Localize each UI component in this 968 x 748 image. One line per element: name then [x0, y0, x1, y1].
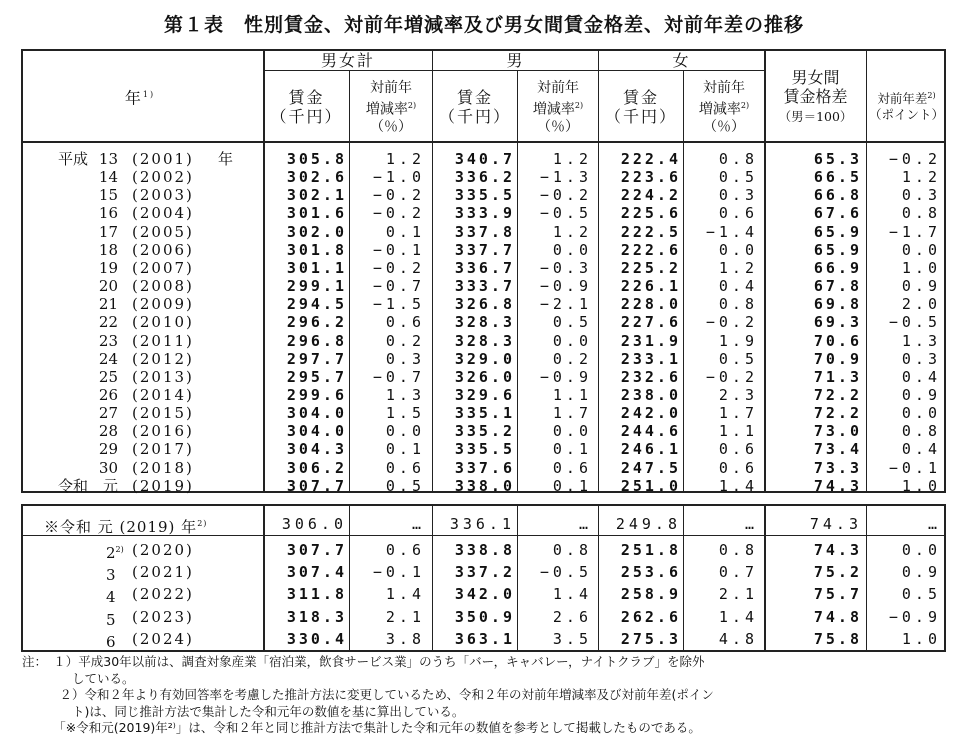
table-cell: 295.7 — [286, 367, 347, 386]
table-cell: 253.6 — [620, 563, 681, 582]
table-cell: −0.2 — [705, 367, 758, 386]
table-cell: 247.5 — [620, 458, 681, 477]
table-cell: 66.5 — [813, 168, 862, 187]
table-cell: 1.3 — [385, 385, 425, 404]
year-ad: (2005) — [132, 222, 194, 241]
table-cell: 67.8 — [813, 277, 862, 296]
table-cell: −0.2 — [888, 150, 941, 168]
table-cell: 0.6 — [385, 458, 425, 477]
year-header: 年$^{1)}$ — [124, 88, 156, 108]
table-cell: 222.5 — [620, 222, 681, 241]
year-number: 24 — [98, 349, 118, 368]
table-cell: 0.8 — [901, 422, 941, 441]
table-cell: 296.8 — [286, 331, 347, 350]
table-cell: 0.2 — [552, 349, 592, 368]
year-ad: (2016) — [132, 422, 194, 441]
table-cell: 1.7 — [552, 404, 592, 423]
table-cell: 1.2 — [552, 150, 592, 168]
table-cell: −0.2 — [372, 186, 425, 205]
table-cell: 299.6 — [286, 385, 347, 404]
table-cell: 0.4 — [901, 440, 941, 459]
table-cell: 0.5 — [552, 313, 592, 332]
table-cell: 0.8 — [718, 541, 758, 559]
table-cell: −0.7 — [372, 277, 425, 296]
table-cell: 0.4 — [901, 367, 941, 386]
era-label: 平成 — [58, 150, 89, 168]
table-cell: 0.0 — [385, 422, 425, 441]
table-cell: 335.5 — [454, 186, 515, 205]
group-female-header: 女 — [672, 51, 691, 70]
table-cell: 71.3 — [813, 367, 862, 386]
year-number: 13 — [98, 150, 118, 168]
table-cell: … — [578, 515, 592, 533]
table-cell: 246.1 — [620, 440, 681, 459]
table-cell: 305.8 — [286, 150, 347, 168]
table-cell: 301.6 — [286, 204, 347, 223]
year-ad: (2011) — [132, 331, 194, 350]
table-cell: 0.1 — [552, 440, 592, 459]
table-cell: −0.1 — [888, 458, 941, 477]
col-rule — [517, 504, 518, 652]
year-ad: (2020) — [132, 541, 194, 559]
year-ad: (2023) — [132, 607, 194, 626]
table-cell: 75.2 — [813, 563, 862, 582]
year-ad: (2022) — [132, 585, 194, 604]
table-cell: 1.2 — [552, 222, 592, 241]
table-cell: 1.5 — [385, 404, 425, 423]
year-ad: (2009) — [132, 295, 194, 314]
table-cell: 1.0 — [901, 258, 941, 277]
table-cell: −1.3 — [539, 168, 592, 187]
year-number: 15 — [98, 186, 118, 205]
table-cell: 225.2 — [620, 258, 681, 277]
table-cell: 0.3 — [901, 349, 941, 368]
year-ad: (2010) — [132, 313, 194, 332]
table-cell: 72.2 — [813, 385, 862, 404]
header-group-rule — [264, 70, 764, 71]
table-cell: 0.0 — [552, 331, 592, 350]
table-cell: 0.9 — [901, 277, 941, 296]
table-cell: 335.2 — [454, 422, 515, 441]
table-cell: 2.1 — [385, 607, 425, 626]
table-cell: 304.0 — [286, 422, 347, 441]
table-cell: 4.8 — [718, 629, 758, 648]
table-cell: 244.6 — [620, 422, 681, 441]
table-cell: 224.2 — [620, 186, 681, 205]
table-cell: 307.4 — [286, 563, 347, 582]
wage-gap-header: 男女間 賃金格差 （男＝100） — [778, 68, 853, 124]
year-number: 29 — [98, 440, 118, 459]
year-number: 6 — [106, 632, 116, 651]
table-cell: −1.4 — [705, 222, 758, 241]
table-cell: 1.0 — [901, 629, 941, 648]
table-cell: 242.0 — [620, 404, 681, 423]
table-cell: 0.8 — [552, 541, 592, 559]
table-cell: 0.1 — [385, 222, 425, 241]
table-cell: 65.9 — [813, 222, 862, 241]
table-cell: 299.1 — [286, 277, 347, 296]
table-cell: 0.0 — [901, 404, 941, 423]
year-ad: (2006) — [132, 240, 194, 259]
col-rule — [432, 504, 433, 652]
table-cell: 1.4 — [718, 476, 758, 495]
year-number: 25 — [98, 367, 118, 386]
table-cell: 66.8 — [813, 186, 862, 205]
table-cell: 0.6 — [718, 204, 758, 223]
table-cell: 1.9 — [718, 331, 758, 350]
group-male-header: 男 — [506, 51, 525, 70]
year-number: 元 — [102, 476, 118, 495]
table-cell: 307.7 — [286, 476, 347, 495]
year-ad: (2024) — [132, 629, 194, 648]
era-label: 令和 — [58, 476, 89, 495]
table-cell: −0.3 — [539, 258, 592, 277]
table-cell: −1.0 — [372, 168, 425, 187]
table-cell: 336.7 — [454, 258, 515, 277]
table-cell: 0.9 — [901, 563, 941, 582]
year-number: 26 — [98, 385, 118, 404]
year-suffix: 年 — [218, 150, 234, 168]
table-cell: 302.1 — [286, 186, 347, 205]
year-ad: (2017) — [132, 440, 194, 459]
table-cell: 0.5 — [385, 476, 425, 495]
table-cell: 337.2 — [454, 563, 515, 582]
table-cell: 1.2 — [718, 258, 758, 277]
table-cell: 67.6 — [813, 204, 862, 223]
year-number: 27 — [98, 404, 118, 423]
table-cell: 304.0 — [286, 404, 347, 423]
table-cell: 258.9 — [620, 585, 681, 604]
table-cell: 0.9 — [901, 385, 941, 404]
year-ad: (2015) — [132, 404, 194, 423]
table-cell: 1.2 — [901, 168, 941, 187]
table-cell: −2.1 — [539, 295, 592, 314]
table-cell: 0.8 — [901, 204, 941, 223]
table-cell: 3.5 — [552, 629, 592, 648]
year-number: 3 — [106, 566, 116, 585]
year-ad: (2007) — [132, 258, 194, 277]
table-cell: 335.1 — [454, 404, 515, 423]
table-cell: … — [744, 515, 758, 533]
year-ad: (2021) — [132, 563, 194, 582]
table-cell: 73.3 — [813, 458, 862, 477]
table-cell: −1.7 — [888, 222, 941, 241]
table-cell: 328.3 — [454, 313, 515, 332]
table-cell: 222.6 — [620, 240, 681, 259]
table-cell: … — [411, 515, 425, 533]
table-cell: 233.1 — [620, 349, 681, 368]
table-cell: 72.2 — [813, 404, 862, 423]
table-cell: −0.2 — [705, 313, 758, 332]
wage-header: 賃金 （千円） — [270, 88, 343, 126]
year-number: 17 — [98, 222, 118, 241]
year-ad: (2012) — [132, 349, 194, 368]
table-cell: 328.3 — [454, 331, 515, 350]
year-number: 4 — [106, 588, 116, 607]
table-cell: 335.5 — [454, 440, 515, 459]
table-title: 第１表 性別賃金、対前年増減率及び男女間賃金格差、対前年差の推移 — [163, 14, 804, 36]
year-ad: (2002) — [132, 168, 194, 187]
table-cell: 338.8 — [454, 541, 515, 559]
table-cell: −0.2 — [372, 204, 425, 223]
table-cell: 1.1 — [552, 385, 592, 404]
table-cell: 0.8 — [718, 295, 758, 314]
change-rate-header: 対前年 増減率$^{2)}$ （％） — [365, 80, 417, 135]
table-cell: 0.0 — [901, 240, 941, 259]
col-rule — [263, 504, 265, 652]
table-cell: 301.1 — [286, 258, 347, 277]
table-cell: 0.6 — [718, 458, 758, 477]
year-number: 19 — [98, 258, 118, 277]
year-ad: (2013) — [132, 367, 194, 386]
col-rule — [598, 504, 599, 652]
table-cell: 232.6 — [620, 367, 681, 386]
table-cell: 329.0 — [454, 349, 515, 368]
table-cell: 222.4 — [620, 150, 681, 168]
table-cell: 0.5 — [718, 349, 758, 368]
table-cell: −0.2 — [372, 258, 425, 277]
table-cell: −0.9 — [539, 367, 592, 386]
table-cell: 297.7 — [286, 349, 347, 368]
table-cell: 0.1 — [552, 476, 592, 495]
year-ad: (2008) — [132, 277, 194, 296]
table-cell: 74.3 — [813, 541, 862, 559]
table-cell: 251.0 — [620, 476, 681, 495]
table-cell: 338.0 — [454, 476, 515, 495]
table-cell: 1.4 — [385, 585, 425, 604]
table-cell: 238.0 — [620, 385, 681, 404]
table-cell: 249.8 — [615, 515, 681, 533]
table-cell: 296.2 — [286, 313, 347, 332]
table-cell: −0.2 — [539, 186, 592, 205]
table-cell: −0.7 — [372, 367, 425, 386]
table-cell: 65.3 — [813, 150, 862, 168]
table-cell: 75.8 — [813, 629, 862, 648]
table-cell: 337.7 — [454, 240, 515, 259]
year-number: 23 — [98, 331, 118, 350]
col-rule — [764, 504, 766, 652]
table-cell: 0.4 — [718, 277, 758, 296]
table-cell: 65.9 — [813, 240, 862, 259]
table-cell: −0.5 — [888, 313, 941, 332]
table-cell: 0.0 — [552, 422, 592, 441]
table-cell: 333.7 — [454, 277, 515, 296]
table-cell: 337.8 — [454, 222, 515, 241]
year-number: 28 — [98, 422, 118, 441]
table-cell: 227.6 — [620, 313, 681, 332]
change-rate-header: 対前年 増減率$^{2)}$ （％） — [698, 80, 750, 135]
table-cell: 329.6 — [454, 385, 515, 404]
year-ad: (2014) — [132, 385, 194, 404]
footnotes: 注： １）平成30年以前は、調査対象産業「宿泊業，飲食サービス業」のうち「バー，キャバレー，ナイトクラブ」を除外 している。 ２）令和２年より有効回答率を考慮した推計方法に変更しているため、令和２年の対前年増減率及び対前年差(ポイン ト)は、同じ推計方法で集計した令和元年の数値を基に算出している。 「※令和元(2019)年²⁾」は、令和２年と同じ推計方法で集計した令和元年の数値を参考として掲載したものである。 — [22, 654, 714, 735]
table-cell: 69.8 — [813, 295, 862, 314]
year-ad: (2003) — [132, 186, 194, 205]
table-cell: −1.5 — [372, 295, 425, 314]
year-ad: (2019) — [132, 476, 194, 495]
table-cell: 70.6 — [813, 331, 862, 350]
wage-header: 賃金 （千円） — [604, 88, 677, 126]
table-cell: 342.0 — [454, 585, 515, 604]
year-number: 14 — [98, 168, 118, 187]
table-cell: 74.3 — [809, 515, 862, 533]
table-cell: 231.9 — [620, 331, 681, 350]
wage-header: 賃金 （千円） — [438, 88, 511, 126]
table-cell: 326.0 — [454, 367, 515, 386]
table-cell: 318.3 — [286, 607, 347, 626]
table-cell: 0.0 — [718, 240, 758, 259]
group-total-header: 男女計 — [320, 51, 375, 70]
year-ad: (2018) — [132, 458, 194, 477]
table-cell: 2.0 — [901, 295, 941, 314]
table-cell: 302.0 — [286, 222, 347, 241]
year-ad: (2001) — [132, 150, 194, 168]
table-cell: 0.0 — [901, 541, 941, 559]
table-cell: 1.1 — [718, 422, 758, 441]
table-cell: 0.6 — [718, 440, 758, 459]
year-number: 5 — [106, 610, 116, 629]
table-cell: 1.4 — [718, 607, 758, 626]
table-cell: 294.5 — [286, 295, 347, 314]
table-cell: 1.0 — [901, 476, 941, 495]
table-cell: 0.5 — [718, 168, 758, 187]
table-cell: 0.3 — [901, 186, 941, 205]
table-cell: 2.6 — [552, 607, 592, 626]
table-cell: 66.9 — [813, 258, 862, 277]
table-cell: 225.6 — [620, 204, 681, 223]
table-cell: 1.4 — [552, 585, 592, 604]
reference-year-label: ※令和 元 (2019) 年$^{2)}$ — [44, 518, 208, 536]
table-cell: 0.5 — [901, 585, 941, 604]
table-cell: 2.3 — [718, 385, 758, 404]
table-cell: 73.0 — [813, 422, 862, 441]
table-cell: 302.6 — [286, 168, 347, 187]
table-cell: 336.2 — [454, 168, 515, 187]
year-number: 20 — [98, 277, 118, 296]
diff-header: 対前年差$^{2)}$ （ポイント） — [868, 91, 944, 123]
table-cell: 70.9 — [813, 349, 862, 368]
table-cell: 0.0 — [552, 240, 592, 259]
table-cell: 0.3 — [385, 349, 425, 368]
year-ad: (2004) — [132, 204, 194, 223]
change-rate-header: 対前年 増減率$^{2)}$ （％） — [532, 80, 584, 135]
table-cell: 340.7 — [454, 150, 515, 168]
year-number: 30 — [98, 458, 118, 477]
table-cell: 226.1 — [620, 277, 681, 296]
table-cell: 306.2 — [286, 458, 347, 477]
table-cell: 0.1 — [385, 440, 425, 459]
year-number: 18 — [98, 240, 118, 259]
table-cell: 228.0 — [620, 295, 681, 314]
table-cell: 74.8 — [813, 607, 862, 626]
table-cell: 1.7 — [718, 404, 758, 423]
table-cell: −0.1 — [372, 563, 425, 582]
table-cell: 251.8 — [620, 541, 681, 559]
table-cell: 0.8 — [718, 150, 758, 168]
table-cell: 333.9 — [454, 204, 515, 223]
table-cell: 0.6 — [385, 541, 425, 559]
table-cell: 223.6 — [620, 168, 681, 187]
table-cell: −0.9 — [539, 277, 592, 296]
year-number: 21 — [98, 295, 118, 314]
table-cell: 2.1 — [718, 585, 758, 604]
table-cell: 1.2 — [385, 150, 425, 168]
table-cell: 304.3 — [286, 440, 347, 459]
table-cell: 306.0 — [281, 515, 347, 533]
col-rule — [866, 504, 867, 652]
table-cell: 275.3 — [620, 629, 681, 648]
table-cell: 336.1 — [449, 515, 515, 533]
table-cell: 0.2 — [385, 331, 425, 350]
table-cell: 1.3 — [901, 331, 941, 350]
table-cell: −0.5 — [539, 204, 592, 223]
table-cell: 363.1 — [454, 629, 515, 648]
table-cell: −0.9 — [888, 607, 941, 626]
table-cell: 75.7 — [813, 585, 862, 604]
table-cell: 301.8 — [286, 240, 347, 259]
table-cell: … — [927, 515, 941, 533]
table-cell: 307.7 — [286, 541, 347, 559]
table-cell: −0.5 — [539, 563, 592, 582]
col-rule — [349, 504, 350, 652]
year-number: 22 — [98, 313, 118, 332]
year-number: 2$^{2)}$ — [106, 544, 124, 562]
table-cell: −0.1 — [372, 240, 425, 259]
table-cell: 0.6 — [385, 313, 425, 332]
table-cell: 311.8 — [286, 585, 347, 604]
table-cell: 330.4 — [286, 629, 347, 648]
col-rule — [683, 504, 684, 652]
table-cell: 0.7 — [718, 563, 758, 582]
header-bottom-rule — [21, 141, 946, 143]
table-cell: 0.3 — [718, 186, 758, 205]
table-cell: 3.8 — [385, 629, 425, 648]
table-cell: 262.6 — [620, 607, 681, 626]
table-cell: 69.3 — [813, 313, 862, 332]
table-cell: 73.4 — [813, 440, 862, 459]
table-cell: 337.6 — [454, 458, 515, 477]
table-cell: 74.3 — [813, 476, 862, 495]
table-cell: 350.9 — [454, 607, 515, 626]
table-cell: 0.6 — [552, 458, 592, 477]
year-number: 16 — [98, 204, 118, 223]
table-cell: 326.8 — [454, 295, 515, 314]
